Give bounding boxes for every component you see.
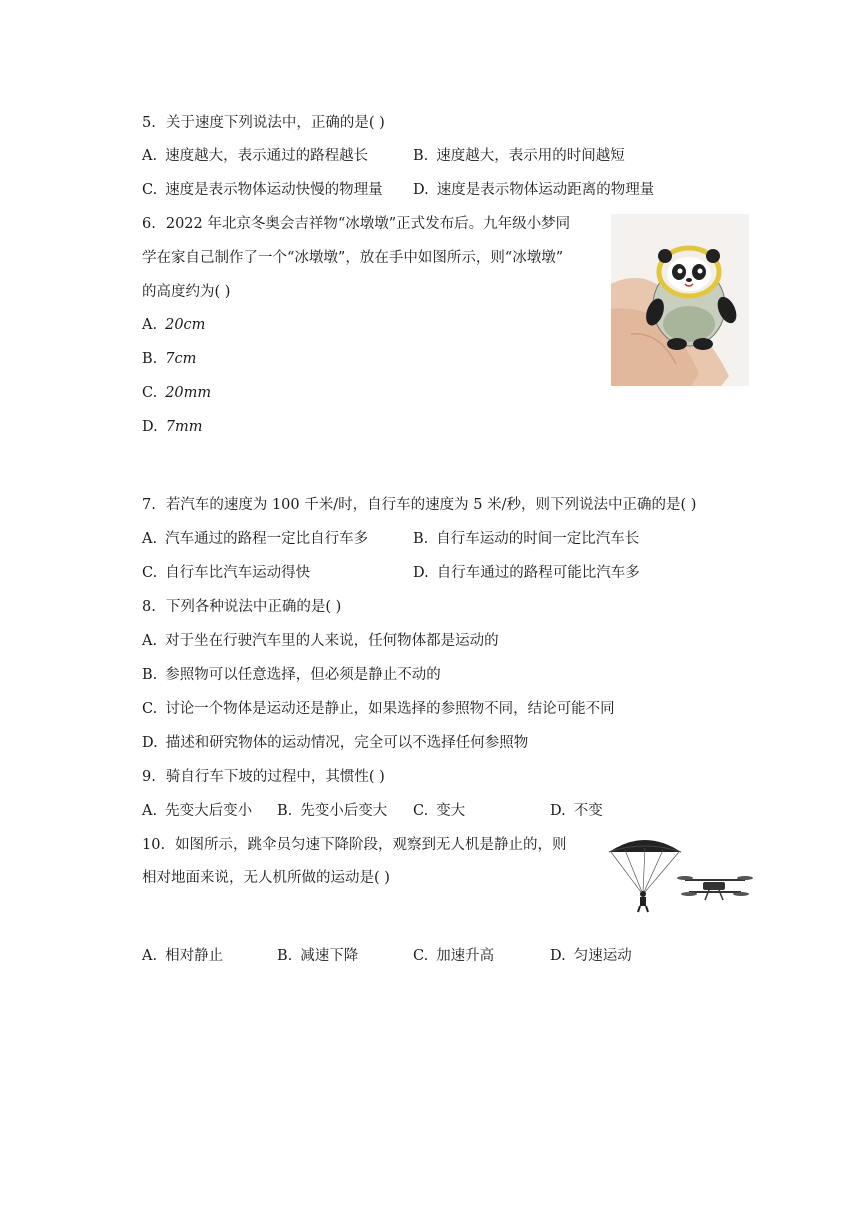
hand-holding-mascot-photo	[611, 214, 749, 386]
question-8-option-a	[142, 631, 499, 651]
option-text: 先变小后变大	[300, 803, 388, 819]
question-8-stem	[142, 597, 341, 617]
question-text: 如图所示，跳伞员匀速下降阶段，观察到无人机是静止的，则	[175, 837, 567, 853]
option-letter: A.	[142, 317, 158, 333]
question-number: 6.	[142, 216, 156, 232]
option-text: 20mm	[165, 385, 212, 401]
option-text: 7cm	[165, 351, 197, 367]
option-text: 自行车通过的路程可能比汽车多	[436, 565, 640, 581]
option-text: 20cm	[165, 317, 206, 333]
option-letter: C.	[142, 385, 158, 401]
question-text: 2022 年北京冬奥会吉祥物“冰墩墩”正式发布后。九年级小梦同	[165, 216, 571, 232]
option-text: 汽车通过的路程一定比自行车多	[165, 531, 369, 547]
question-7-option-a	[142, 529, 368, 549]
question-5-option-b	[413, 146, 625, 166]
option-letter: A.	[142, 531, 158, 547]
option-text: 速度越大，表示通过的路程越长	[165, 148, 369, 164]
option-letter: A.	[142, 948, 158, 964]
option-letter: B.	[277, 803, 293, 819]
question-5-stem	[142, 113, 385, 133]
question-9-option-b	[277, 801, 387, 821]
question-6-stem-line-3: 的高度约为( )	[142, 284, 231, 300]
question-10-option-c	[413, 946, 494, 966]
question-9-option-c	[413, 801, 465, 821]
option-letter: C.	[142, 701, 158, 717]
option-text: 自行车比汽车运动得快	[165, 565, 311, 581]
option-text: 对于坐在行驶汽车里的人来说，任何物体都是运动的	[165, 633, 499, 649]
option-letter: C.	[413, 948, 429, 964]
question-number: 7.	[142, 497, 156, 513]
option-letter: C.	[142, 565, 158, 581]
question-text: 下列各种说法中正确的是( )	[165, 599, 342, 615]
parachutist-and-drone-figure	[605, 830, 753, 914]
option-letter: D.	[142, 735, 158, 751]
question-9-option-a	[142, 801, 252, 821]
question-8-option-b	[142, 665, 441, 685]
option-text: 加速升高	[436, 948, 495, 964]
question-text: 骑自行车下坡的过程中，其惯性( )	[165, 769, 385, 785]
question-10-stem-line-1	[142, 835, 567, 855]
option-text: 匀速运动	[573, 948, 632, 964]
option-text: 速度是表示物体运动快慢的物理量	[165, 182, 383, 198]
question-10-option-b	[277, 946, 358, 966]
option-letter: A.	[142, 803, 158, 819]
option-letter: C.	[413, 803, 429, 819]
question-9-option-d	[550, 801, 603, 821]
option-text: 相对静止	[165, 948, 224, 964]
question-5-option-d	[413, 180, 654, 200]
option-letter: A.	[142, 633, 158, 649]
question-7-option-b	[413, 529, 639, 549]
option-letter: B.	[142, 351, 158, 367]
option-letter: B.	[142, 667, 158, 683]
option-text: 先变大后变小	[165, 803, 253, 819]
question-6-option-c	[142, 383, 211, 403]
option-text: 不变	[573, 803, 603, 819]
option-text: 自行车运动的时间一定比汽车长	[436, 531, 640, 547]
option-text: 减速下降	[300, 948, 359, 964]
option-letter: D.	[413, 182, 429, 198]
option-text: 讨论一个物体是运动还是静止，如果选择的参照物不同，结论可能不同	[165, 701, 615, 717]
question-number: 8.	[142, 599, 156, 615]
option-text: 参照物可以任意选择，但必须是静止不动的	[165, 667, 441, 683]
question-text: 若汽车的速度为 100 千米/时，自行车的速度为 5 米/秒，则下列说法中正确的是( )	[165, 497, 697, 513]
question-8-option-d	[142, 733, 528, 753]
option-letter: D.	[142, 419, 158, 435]
question-text: 关于速度下列说法中，正确的是( )	[165, 115, 385, 131]
question-6-stem-line-1	[142, 214, 570, 234]
question-5-option-a	[142, 146, 368, 166]
question-9-stem	[142, 767, 385, 787]
option-letter: C.	[142, 182, 158, 198]
question-6-option-d	[142, 417, 202, 437]
question-8-option-c	[142, 699, 615, 719]
option-letter: D.	[550, 803, 566, 819]
question-10-option-a	[142, 946, 223, 966]
option-letter: D.	[550, 948, 566, 964]
option-letter: B.	[413, 148, 429, 164]
option-text: 变大	[436, 803, 466, 819]
question-10-stem-line-2: 相对地面来说，无人机所做的运动是( )	[142, 870, 390, 886]
question-7-option-d	[413, 563, 640, 583]
option-text: 7mm	[165, 419, 203, 435]
option-text: 描述和研究物体的运动情况，完全可以不选择任何参照物	[165, 735, 529, 751]
option-letter: B.	[277, 948, 293, 964]
question-7-stem	[142, 495, 696, 515]
option-letter: B.	[413, 531, 429, 547]
option-text: 速度是表示物体运动距离的物理量	[436, 182, 655, 198]
question-number: 9.	[142, 769, 156, 785]
question-6-stem-line-2: 学在家自己制作了一个“冰墩墩”，放在手中如图所示，则“冰墩墩”	[142, 250, 564, 266]
question-10-option-d	[550, 946, 632, 966]
option-letter: A.	[142, 148, 158, 164]
question-number: 10.	[142, 837, 166, 853]
option-text: 速度越大，表示用的时间越短	[436, 148, 625, 164]
question-7-option-c	[142, 563, 310, 583]
question-number: 5.	[142, 115, 156, 131]
question-6-option-a	[142, 315, 205, 335]
question-5-option-c	[142, 180, 383, 200]
question-6-option-b	[142, 349, 196, 369]
option-letter: D.	[413, 565, 429, 581]
